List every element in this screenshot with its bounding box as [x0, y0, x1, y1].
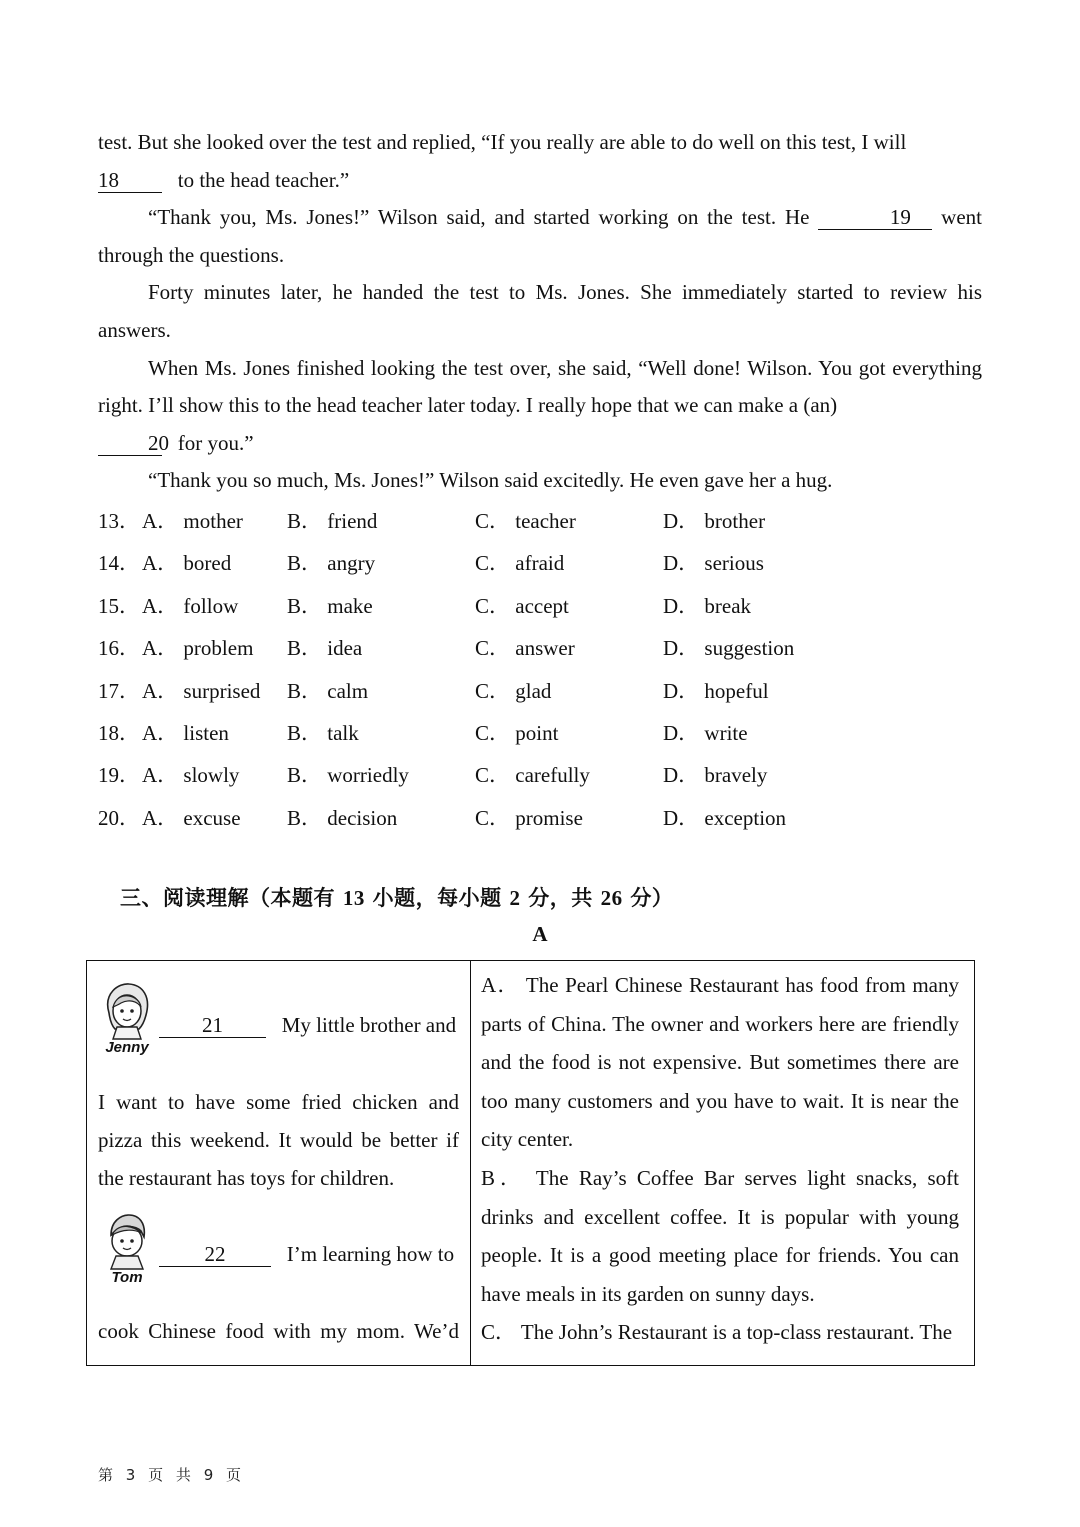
- option-a: A． surprised: [142, 678, 261, 703]
- option-c: C． promise: [475, 805, 583, 830]
- option-b: B． talk: [287, 720, 359, 745]
- question-number: 18．: [98, 720, 140, 745]
- option-c: C． accept: [475, 593, 569, 618]
- question-row: [98, 543, 982, 585]
- girl-face-icon: [99, 979, 155, 1041]
- option-a: A． slowly: [142, 763, 240, 788]
- part-label: A: [532, 922, 548, 946]
- option-a: A． bored: [142, 551, 232, 576]
- tom-name: Tom: [111, 1269, 143, 1286]
- passage-paragraph-2: “Thank you, Ms. Jones!” Wilson said, and started working on the test. He 19 went through the questions.: [98, 205, 982, 267]
- option-d: D． write: [663, 720, 748, 745]
- passage-paragraph-4: When Ms. Jones finished looking the test over, she said, “Well done! Wilson. You got everything right. I’ll show this to the head teacher later today. I really hope that we can make a (an) 20 for you.”: [98, 355, 982, 455]
- question-number: 15．: [98, 593, 140, 618]
- passage-paragraph-1: test. But she looked over the test and replied, “If you really are able to do well on this test, I will 18 to the head teacher.”: [98, 130, 907, 192]
- option-d: D． brother: [663, 509, 766, 533]
- option-d: D． hopeful: [663, 678, 769, 703]
- option-a: A． follow: [142, 593, 239, 618]
- jenny-line-4: the restaurant has toys for children.: [98, 1166, 395, 1190]
- option-b: B． worriedly: [287, 763, 409, 788]
- option-d: D． exception: [663, 805, 787, 830]
- restaurant-option-a: A． The Pearl Chinese Restaurant has food from many parts of China. The owner and workers here are friendly and the food is not expensive. But sometimes there are too many customers and you have to wait. It is near the city center.: [481, 973, 959, 1152]
- matching-table: [86, 960, 975, 1366]
- option-c: C． carefully: [475, 763, 590, 788]
- section-title: 三、阅读理解（本题有 13 小题，每小题 2 分，共 26 分）: [120, 886, 674, 910]
- option-a: A． excuse: [142, 805, 241, 830]
- blank-21: 21: [159, 1013, 266, 1038]
- question-row: [98, 671, 982, 713]
- answer-options: [98, 501, 982, 840]
- question-number: 20．: [98, 805, 140, 830]
- tom-line-1: 22 I’m learning how to: [159, 1239, 454, 1269]
- restaurants-column: [472, 961, 972, 1365]
- option-d: D． break: [663, 593, 752, 618]
- jenny-line-3: pizza this weekend. It would be better if: [98, 1128, 459, 1152]
- option-b: B． decision: [287, 805, 398, 830]
- restaurant-option-b: B． The Ray’s Coffee Bar serves light snacks, soft drinks and excellent coffee. It is popular with young people. It is a good meeting place for friends. You can have meals in its garden on sunny days.: [481, 1166, 959, 1306]
- option-a: A． mother: [142, 509, 243, 533]
- passage-paragraph-3: Forty minutes later, he handed the test to Ms. Jones. She immediately started to review his answers.: [98, 280, 982, 342]
- option-d: D． bravely: [663, 763, 768, 788]
- column-divider: [470, 961, 471, 1365]
- question-row: [98, 755, 982, 797]
- option-b: B． angry: [287, 551, 376, 576]
- option-d: D． serious: [663, 551, 764, 576]
- option-b: B． make: [287, 593, 373, 618]
- jenny-line-1: 21 My little brother and: [159, 1010, 456, 1040]
- blank-20: 20: [98, 431, 162, 456]
- question-number: 19．: [98, 763, 140, 788]
- jenny-line-2: I want to have some fried chicken and: [98, 1090, 459, 1114]
- option-c: C． teacher: [475, 509, 576, 533]
- question-row: [98, 628, 982, 670]
- option-c: C． glad: [475, 678, 552, 703]
- boy-face-icon: [99, 1209, 155, 1271]
- question-number: 14．: [98, 551, 140, 576]
- page-footer: 第 3 页 共 9 页: [98, 1466, 246, 1484]
- option-d: D． suggestion: [663, 636, 795, 661]
- question-number: 16．: [98, 636, 140, 661]
- question-row: [98, 501, 982, 543]
- option-b: B． idea: [287, 636, 363, 661]
- question-row: [98, 586, 982, 628]
- question-row: [98, 713, 982, 755]
- tom-line-2: cook Chinese food with my mom. We’d: [98, 1319, 459, 1343]
- option-b: B． calm: [287, 678, 369, 703]
- tom-avatar: [99, 1209, 155, 1286]
- people-column: [87, 961, 470, 1365]
- jenny-avatar: [99, 979, 155, 1056]
- restaurant-option-c: C． The John’s Restaurant is a top-class restaurant. The: [481, 1320, 953, 1344]
- question-row: [98, 798, 982, 840]
- jenny-name: Jenny: [105, 1039, 149, 1056]
- blank-18: 18: [98, 168, 162, 193]
- blank-22: 22: [159, 1242, 271, 1267]
- option-b: B． friend: [287, 509, 378, 533]
- option-a: A． problem: [142, 636, 254, 661]
- cloze-passage: [98, 124, 982, 500]
- option-c: C． afraid: [475, 551, 565, 576]
- question-number: 17．: [98, 678, 140, 703]
- option-c: C． answer: [475, 636, 575, 661]
- blank-19: 19: [818, 205, 932, 230]
- option-a: A． listen: [142, 720, 229, 745]
- passage-paragraph-5: “Thank you so much, Ms. Jones!” Wilson said excitedly. He even gave her a hug.: [148, 468, 833, 493]
- option-c: C． point: [475, 720, 559, 745]
- question-number: 13．: [98, 509, 140, 533]
